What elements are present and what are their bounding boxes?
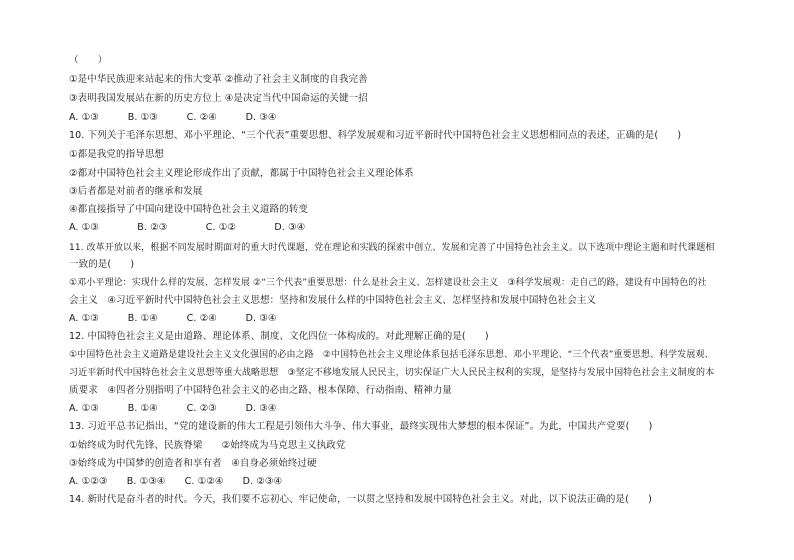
q12-options: A. ①③ B. ①④ C. ②③ D. ③④: [69, 403, 277, 414]
q10-options: A. ①③ B. ②③ C. ①② D. ③④: [69, 222, 306, 233]
q11-options: A. ①③ B. ①④ C. ②④ D. ③④: [69, 313, 277, 324]
q10-item-1: ①都是我党的指导思想: [69, 149, 165, 160]
q11-statement-line-2: 会主义 ④习近平新时代中国特色社会主义思想：坚持和发展什么样的中国特色社会主义、怎样坚持和发展中国特色社会主义: [69, 295, 597, 306]
q10-item-4: ④都直接指导了中国向建设中国特色社会主义道路的转变: [69, 204, 309, 215]
q10-item-2: ②都对中国特色社会主义理论形成作出了贡献，都属于中国特色社会主义理论体系: [69, 168, 414, 179]
q9-statement-line-2: ③表明我国发展站在新的历史方位上 ④是决定当代中国命运的关键一招: [69, 93, 368, 104]
q13-stem: 13. 习近平总书记指出，“党的建设新的伟大工程是引领伟大斗争、伟大事业，最终实现伟大梦想的根本保证”。为此，中国共产党要( ): [69, 421, 653, 432]
q9-options: A. ①③ B. ①③ C. ②④ D. ③④: [69, 112, 277, 123]
q9-answer-blank: （ ）: [69, 55, 108, 66]
q14-stem: 14. 新时代是奋斗者的时代。今天，我们要不忘初心、牢记使命，一以贯之坚持和发展中国特色社会主义。对此，以下说法正确的是( ): [69, 494, 652, 505]
q12-statement-line-3: 质要求 ④四者分别指明了中国特色社会主义的必由之路、根本保障、行动指南、精神力量: [69, 385, 453, 396]
q13-statement-line-2: ③始终成为中国梦的创造者和享有者 ④自身必须始终过硬: [69, 458, 317, 469]
q12-stem: 12. 中国特色社会主义是由道路、理论体系、制度、文化四位一体构成的。对此理解正确的是( ): [69, 331, 489, 342]
q10-stem: 10. 下列关于毛泽东思想、邓小平理论、“三个代表”重要思想、科学发展观和习近平新时代中国特色社会主义思想相同点的表述，正确的是( ): [69, 130, 682, 141]
q12-statement-line-2: 习近平新时代中国特色社会主义思想等重大战略思想 ③坚定不移地发展人民民主，切实保证广大人民民主权利的实现，是坚持与发展中国特色社会主义制度的本: [69, 368, 715, 378]
q13-options: A. ①②③ B. ①③④ C. ①②④ D. ②③④: [69, 476, 283, 487]
q13-statement-line-1: ①始终成为时代先锋、民族脊梁 ②始终成为马克思主义执政党: [69, 440, 346, 451]
q9-statement-line-1: ①是中华民族迎来站起来的伟大变革 ②推动了社会主义制度的自我完善: [69, 74, 368, 85]
q11-stem-line-1: 11. 改革开放以来，根据不同发展时期面对的重大时代课题，党在理论和实践的探索中创立、发展和完善了中国特色社会主义。以下选项中理论主题和时代课题相: [69, 243, 715, 253]
q10-item-3: ③后者都是对前者的继承和发展: [69, 186, 203, 197]
q12-statement-line-1: ①中国特色社会主义道路是建设社会主义文化强国的必由之路 ②中国特色社会主义理论体系包括毛泽东思想、邓小平理论、“三个代表”重要思想、科学发展观、: [69, 350, 714, 360]
q11-statement-line-1: ①邓小平理论：实现什么样的发展、怎样发展 ②“三个代表”重要思想：什么是社会主义、怎样建设社会主义 ③科学发展观：走自己的路，建设有中国特色的社: [69, 278, 707, 288]
q11-stem-line-2: 一致的是( ): [69, 259, 135, 270]
